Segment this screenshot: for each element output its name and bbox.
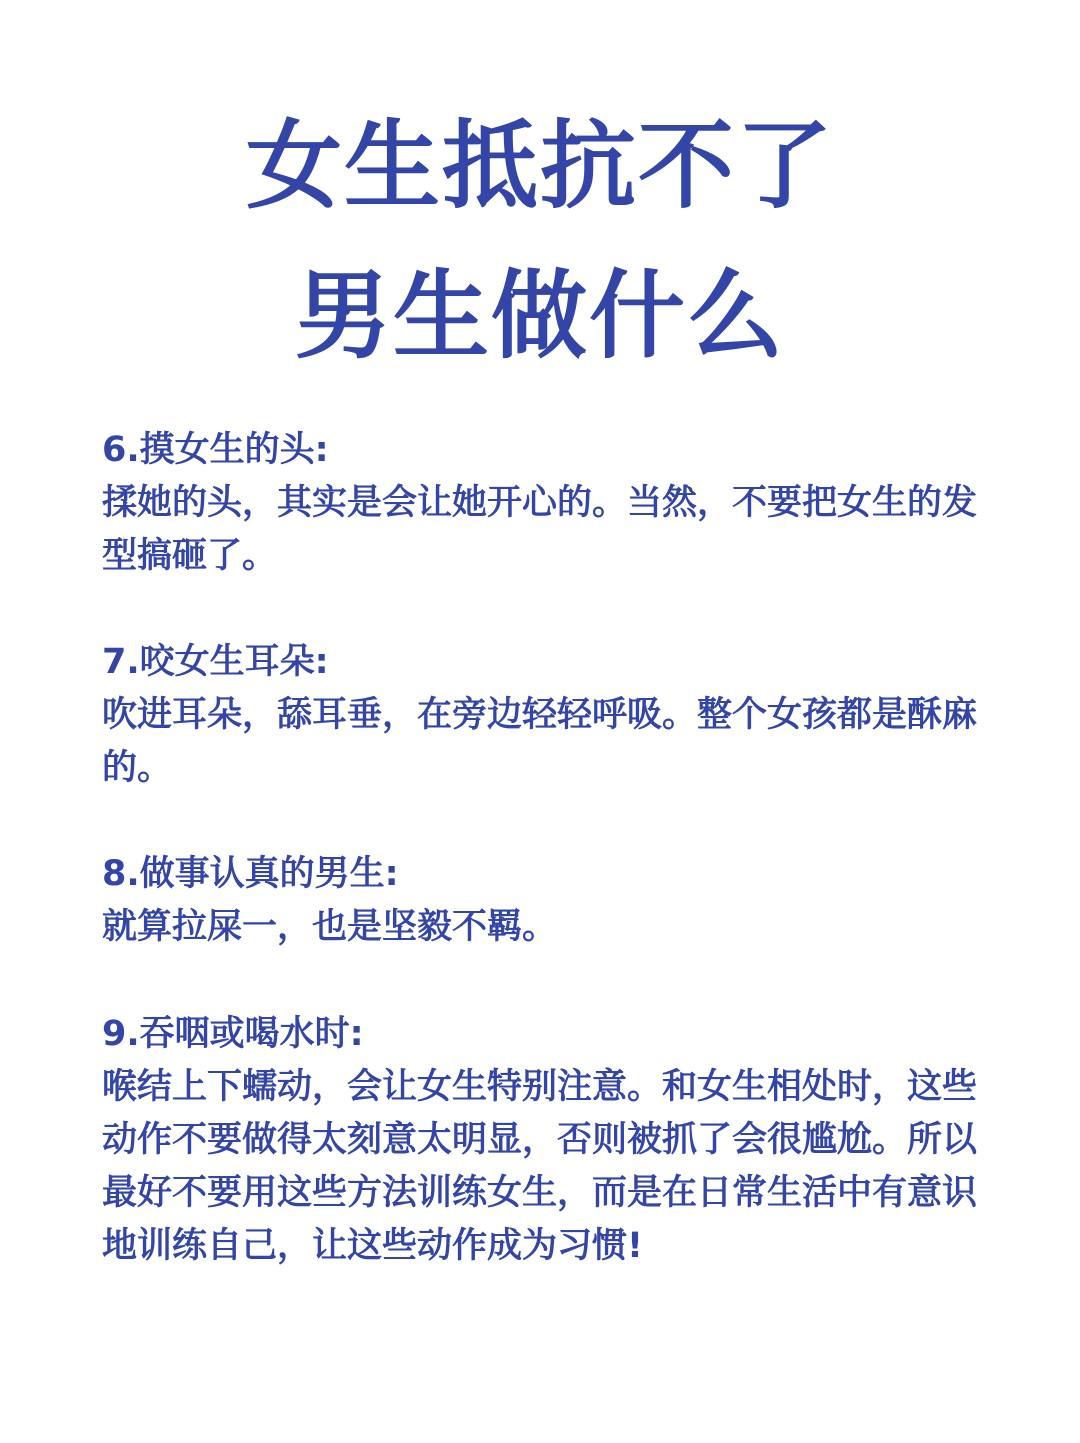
tip-heading: 9.吞咽或喝水时: <box>102 1014 364 1054</box>
page-title-line-1: 女生抵抗不了 <box>246 110 834 222</box>
tip-section-6 <box>102 424 982 583</box>
tip-section-9 <box>102 1008 982 1273</box>
tip-body: 揉她的头，其实是会让她开心的。当然，不要把女生的发型搞砸了。 <box>102 483 978 576</box>
tip-body: 喉结上下蠕动，会让女生特别注意。和女生相处时，这些动作不要做得太刻意太明显，否则被抓了会很尴尬。所以最好不要用这些方法训练女生，而是在日常生活中有意识地训练自己，让这些动作成为习惯! <box>102 1067 978 1266</box>
tip-section-7 <box>102 636 982 795</box>
tip-body: 吹进耳朵，舔耳垂，在旁边轻轻呼吸。整个女孩都是酥麻的。 <box>102 695 978 788</box>
tip-heading: 8.做事认真的男生: <box>102 854 399 894</box>
tip-body: 就算拉屎一，也是坚毅不羁。 <box>102 907 558 947</box>
tip-heading: 6.摸女生的头: <box>102 430 329 470</box>
tip-heading: 7.咬女生耳朵: <box>102 642 329 682</box>
page-title-line-2: 男生做什么 <box>295 260 785 372</box>
tip-section-8 <box>102 848 982 954</box>
